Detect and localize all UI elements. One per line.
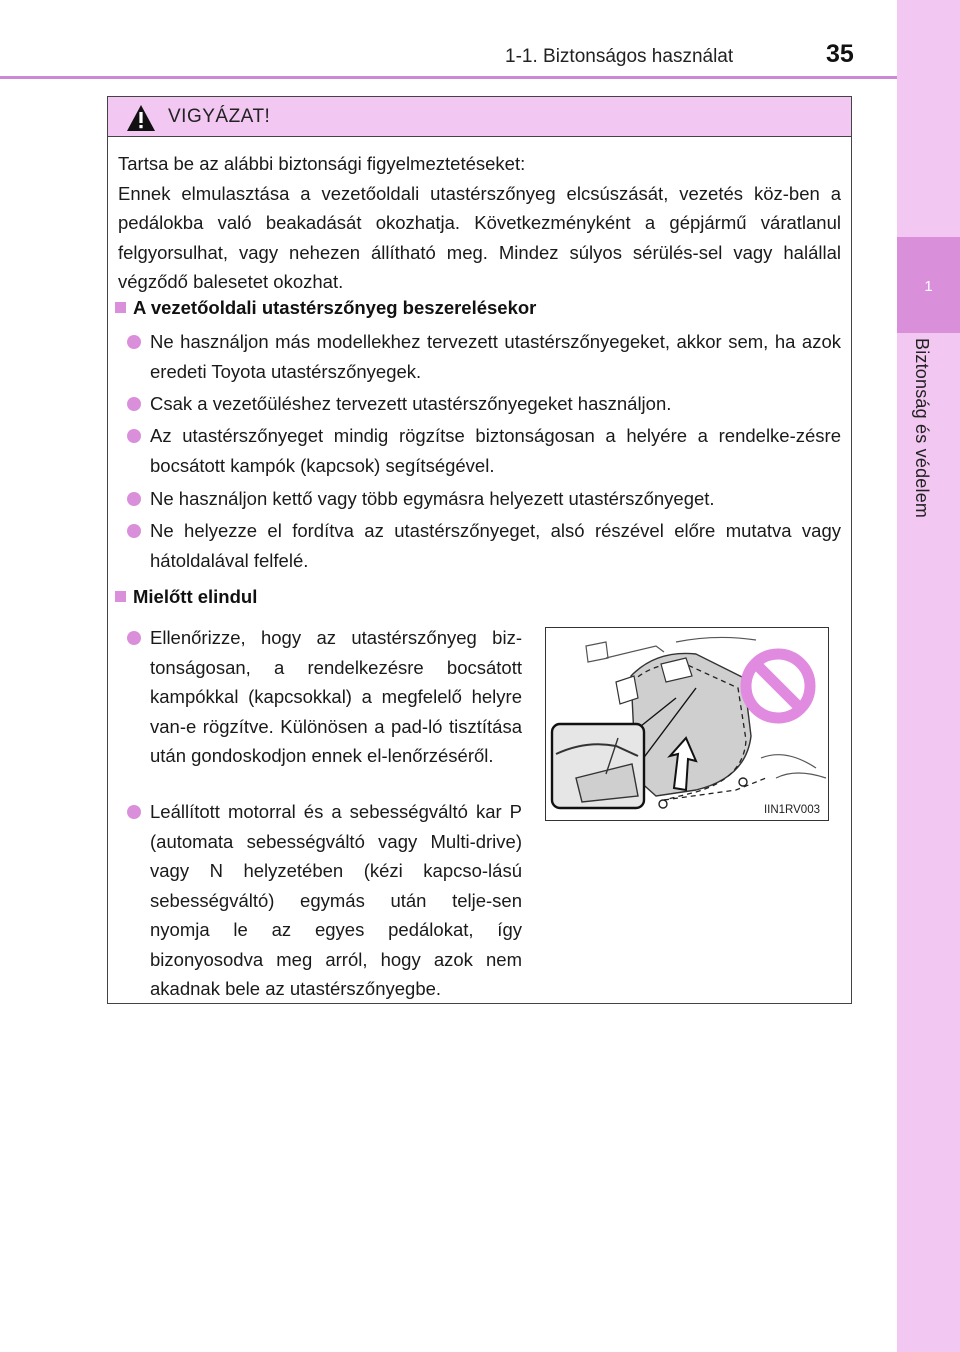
warning-title: VIGYÁZAT!	[168, 106, 271, 127]
bullet-dot-icon	[127, 429, 141, 443]
list-item: Az utastérszőnyeget mindig rögzítse biztonságosan a helyére a rendelke-zésre bocsátott kampók (kapcsok) segítségével.	[127, 421, 841, 480]
bullet-dot-icon	[127, 631, 141, 645]
floor-mat-illustration	[545, 627, 829, 821]
header-divider	[0, 76, 897, 79]
chapter-sidebar	[897, 0, 960, 1352]
bullet-dot-icon	[127, 524, 141, 538]
heading-square-icon	[115, 591, 126, 602]
warning-triangle-icon	[126, 104, 156, 132]
list-item: Ne használjon más modellekhez tervezett utastérszőnyegeket, akkor sem, ha azok eredeti Toyota utastérszőnyegek.	[127, 327, 841, 386]
section-heading-before-driving: Mielőtt elindul	[115, 586, 257, 608]
list-item: Ellenőrizze, hogy az utastérszőnyeg biz-tonságosan, a rendelkezésre bocsátott kampókkal (kapcsokkal) a megfelelő helyre van-e rögzítve. Különösen a pad-ló tisztítása után gondoskodjon ennek el-lenőrzéséről.	[127, 623, 522, 771]
list-item: Csak a vezetőüléshez tervezett utastérszőnyegeket használjon.	[127, 389, 841, 419]
bullet-dot-icon	[127, 805, 141, 819]
bullet-dot-icon	[127, 335, 141, 349]
bullet-dot-icon	[127, 492, 141, 506]
warning-intro: Tartsa be az alábbi biztonsági figyelmeztetéseket: Ennek elmulasztása a vezetőoldali utastérszőnyeg elcsúszását, vezetés köz-ben a pedálokba való beakadását okozhatja. Következményként a gépjármű váratlanul felgyorsulhat, vagy nehezen állítható meg. Mindez súlyos sérülés-sel vagy halállal végződő balesetet okozhat.	[118, 153, 841, 292]
warning-box	[107, 96, 852, 1004]
chapter-title: Biztonság és védelem	[912, 338, 932, 519]
heading-square-icon	[115, 302, 126, 313]
bullet-dot-icon	[127, 397, 141, 411]
section-title: 1-1. Biztonságos használat	[505, 46, 734, 67]
list-item: Ne használjon kettő vagy több egymásra helyezett utastérszőnyeget.	[127, 484, 841, 514]
list-item: Leállított motorral és a sebességváltó kar P (automata sebességváltó vagy Multi-drive) vagy N helyzetében (kézi kapcso-lású sebességváltó) egymás után telje-sen nyomja le az egyes pedálokat, így bizonyosodva meg arról, hogy azok nem akadnak bele az utastérszőnyegbe.	[127, 797, 522, 1004]
section-heading-installation: A vezetőoldali utastérszőnyeg beszerelésekor	[115, 297, 536, 319]
warning-header	[108, 97, 851, 137]
floor-mat-drawing	[546, 628, 829, 821]
chapter-number: 1	[924, 278, 933, 295]
list-item: Ne helyezze el fordítva az utastérszőnyeget, alsó részével előre mutatva vagy hátoldalával felfelé.	[127, 516, 841, 575]
page-number: 35	[826, 40, 854, 68]
figure-label: IIN1RV003	[763, 804, 820, 816]
